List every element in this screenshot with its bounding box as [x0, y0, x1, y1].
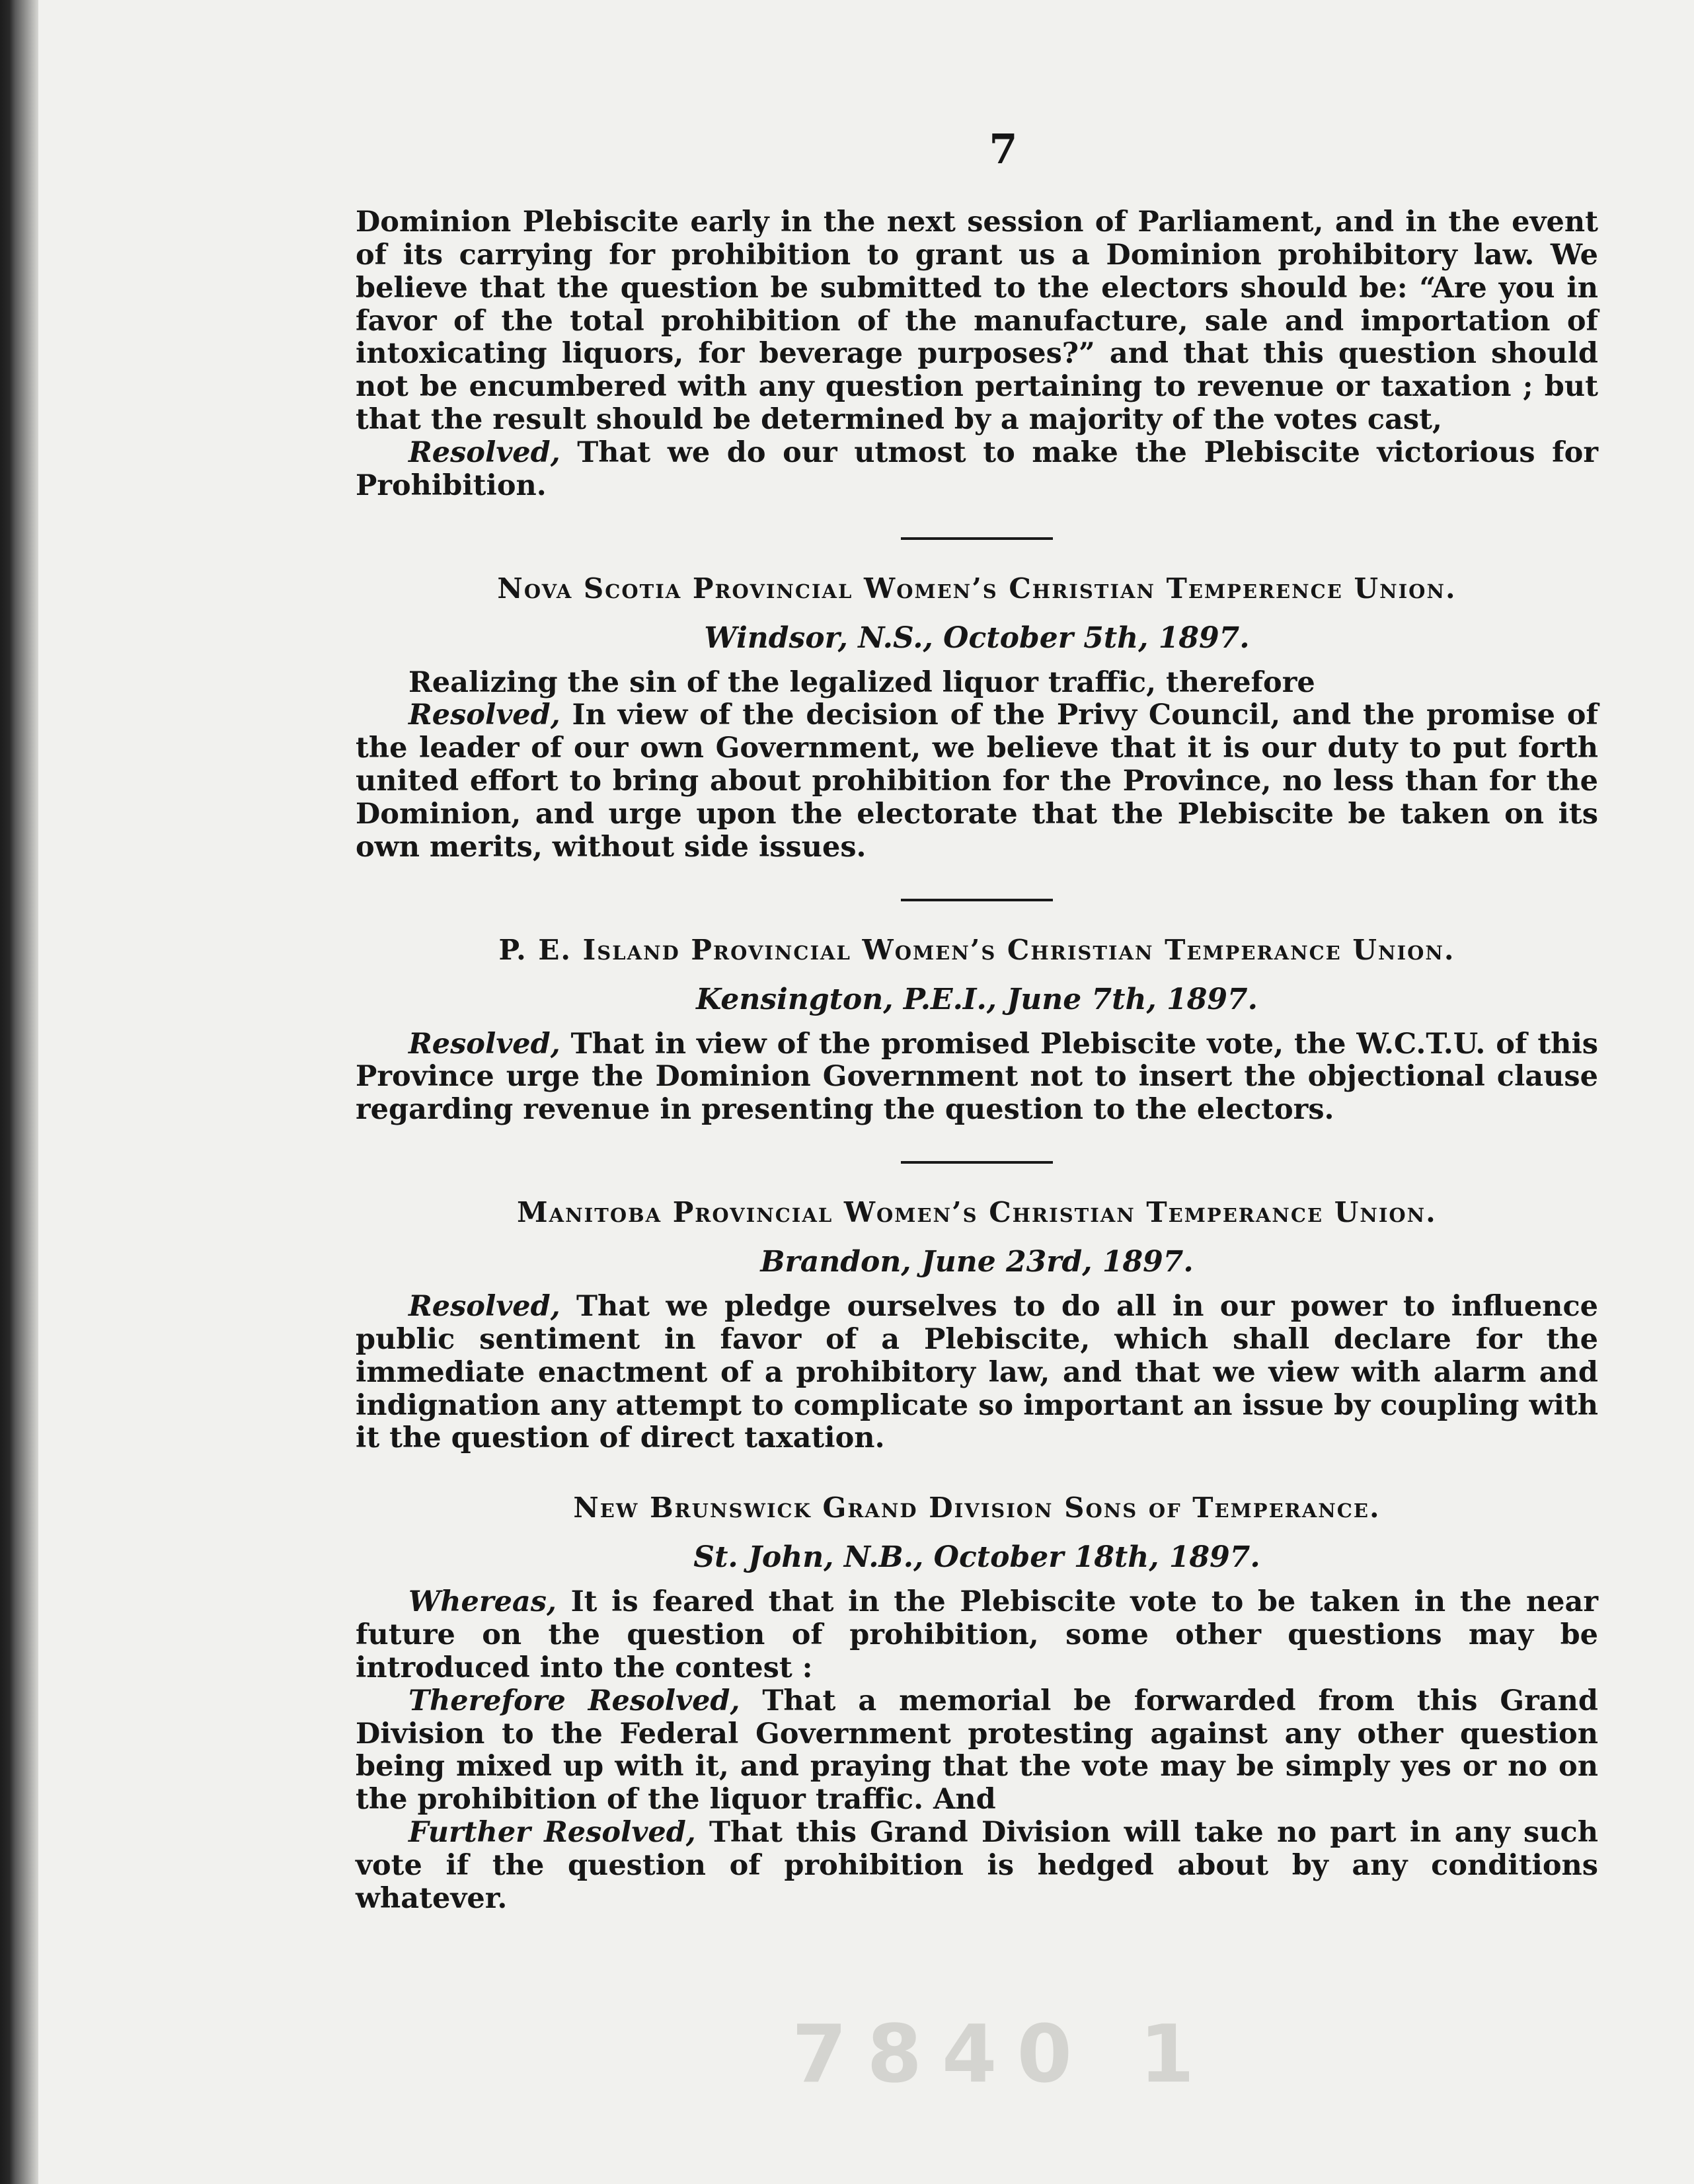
section-divider: [901, 537, 1053, 540]
resolved-label: Resolved,: [408, 1027, 560, 1061]
document-page: [38, 0, 1694, 2184]
whereas-label: Whereas,: [408, 1585, 557, 1619]
resolved-label: Resolved,: [408, 698, 560, 732]
therefore-resolved-text: That a memorial be forwarded from this Grand Division to the Federal Government protesting against any other question being mixed up with it, and praying that the vote may be simply yes or no on the prohibition of the liquor traffic. And: [356, 1684, 1598, 1817]
resolved-text: In view of the decision of the Privy Council, and the promise of the leader of our own Government, we believe that it is our duty to put forth united effort to bring about prohibition for the Province, no less than for the Dominion, and urge upon the electorate that the Plebiscite be taken on its own merits, without side issues.: [356, 698, 1598, 864]
section-whereas: [356, 1586, 1598, 1685]
section-gap: [356, 1455, 1598, 1492]
section-resolution: [356, 699, 1598, 864]
section-dateline-pei: Kensington, P.E.I., June 7th, 1897.: [696, 982, 1258, 1016]
section-dateline-nova-scotia: Windsor, N.S., October 5th, 1897.: [704, 621, 1250, 655]
section-heading-nova-scotia: Nova Scotia Provincial Women’s Christian Temperence Union.: [497, 572, 1457, 605]
section-further-resolved: [356, 1817, 1598, 1916]
section-resolution: [356, 1028, 1598, 1127]
resolved-text: That we do our utmost to make the Plebiscite victorious for Prohibition.: [356, 436, 1598, 502]
faint-stamp-number: 7840 1: [792, 2009, 1215, 2101]
section-heading-new-brunswick: New Brunswick Grand Division Sons of Temperance.: [573, 1491, 1381, 1525]
further-resolved-text: That this Grand Division will take no part in any such vote if the question of prohibition is hedged about by any conditions whatever.: [356, 1816, 1598, 1915]
section-dateline-new-brunswick: St. John, N.B., October 18th, 1897.: [693, 1540, 1260, 1574]
intro-resolution: [356, 437, 1598, 503]
section-divider: [901, 1161, 1053, 1164]
resolved-text: That in view of the promised Plebiscite vote, the W.C.T.U. of this Province urge the Dominion Government not to insert the objectional clause regarding revenue in presenting the question to the electors.: [356, 1027, 1598, 1127]
section-dateline-manitoba: Brandon, June 23rd, 1897.: [760, 1244, 1194, 1279]
page-number: 7: [989, 125, 1018, 173]
intro-paragraph: Dominion Plebiscite early in the next session of Parliament, and in the event of its carrying for prohibition to grant us a Dominion prohibitory law. We believe that the question be submitted to the electors should be: “Are you in favor of the total prohibition of the manufacture, sale and importation of intoxicating liquors, for beverage purposes?” and that this question should not be encumbered with any question pertaining to revenue or taxation ; but that the result should be determined by a majority of the votes cast,: [356, 205, 1598, 437]
further-resolved-label: Further Resolved,: [408, 1816, 696, 1850]
binding-shadow: [0, 0, 38, 2184]
section-heading-pei: P. E. Island Provincial Women’s Christian Temperance Union.: [498, 933, 1455, 966]
section-therefore-resolved: [356, 1685, 1598, 1817]
section-resolution: [356, 1291, 1598, 1455]
section-heading-manitoba: Manitoba Provincial Women’s Christian Temperance Union.: [517, 1196, 1437, 1229]
therefore-resolved-label: Therefore Resolved,: [408, 1684, 740, 1717]
section-divider: [901, 899, 1053, 901]
whereas-text: It is feared that in the Plebiscite vote to be taken in the near future on the question of prohibition, some other questions may be introduced into the contest :: [356, 1585, 1598, 1684]
section-preamble: Realizing the sin of the legalized liquor traffic, therefore: [408, 665, 1315, 699]
resolved-text: That we pledge ourselves to do all in our power to influence public sentiment in favor of a Plebiscite, which shall declare for the immediate enactment of a prohibitory law, and that we view with alarm and indignation any attempt to complicate so important an issue by coupling with it the question of direct taxation.: [356, 1289, 1598, 1455]
page-content: [356, 126, 1598, 1916]
resolved-label: Resolved,: [408, 1289, 560, 1323]
resolved-label: Resolved,: [408, 436, 560, 470]
